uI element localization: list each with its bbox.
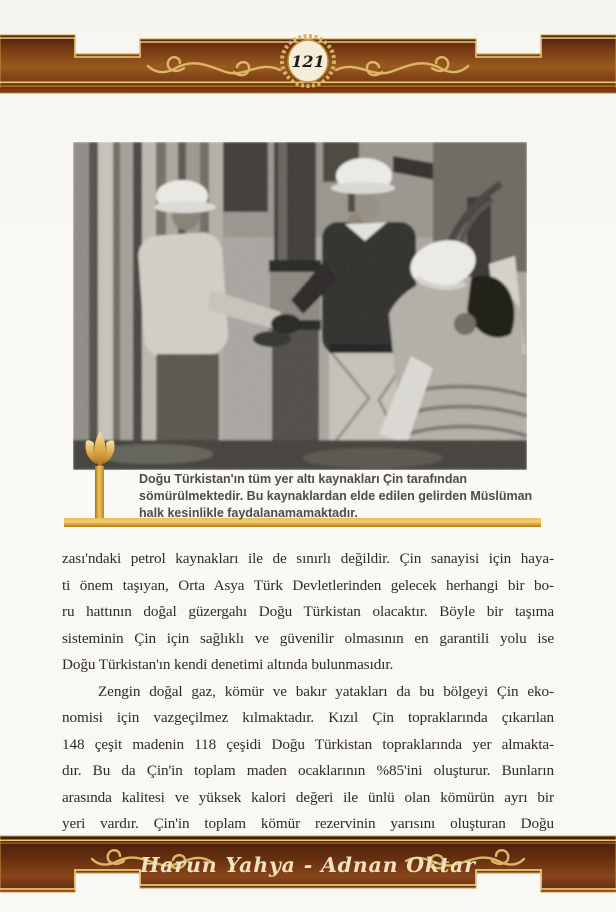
- body-text-line: arasında kalitesi ve yüksek kalori değeri ile ünlü olan kömürün ayrı bir: [62, 788, 554, 806]
- header-banner: [0, 33, 616, 95]
- body-text-line: sisteminin Çin için sağlıklı ve güvenilir olmasının en garantili yolu ise: [62, 629, 554, 647]
- photo-caption-line: halk kesinlikle faydalanamamaktadır.: [139, 506, 358, 521]
- footer-author-line: Harun Yahya - Adnan Oktar: [140, 853, 476, 877]
- footer-banner: [0, 832, 616, 894]
- photo-caption-line: sömürülmektedir. Bu kaynaklardan elde edilen gelirden Müslüman: [139, 489, 533, 504]
- body-text: [62, 546, 554, 838]
- body-text-line: nomisi için vazgeçilmez kılmaktadır. Kızıl Çin topraklarında çıkarılan: [62, 709, 554, 726]
- caption-left-gold-bar: [95, 466, 104, 526]
- body-text-line: ti önem taşıyan, Orta Asya Türk Devletlerinden gelecek herhangi bir bo-: [62, 576, 554, 594]
- body-text-line: yeri vardır. Çin'in toplam kömür rezervinin yarısını oluşturan Doğu: [62, 815, 554, 832]
- oil-rig-photo: [73, 142, 527, 470]
- photo-caption-line: Doğu Türkistan'ın tüm yer altı kaynakları Çin tarafından: [139, 472, 468, 486]
- body-text-line: ru hattının doğal güzergahı Doğu Türkistan olacaktır. Böyle bir taşıma: [62, 603, 554, 620]
- photo-caption: [139, 471, 541, 523]
- body-text-line: 148 çeşit madenin 118 çeşidi Doğu Türkistan topraklarında yer almakta-: [62, 735, 554, 753]
- body-text-line: dır. Bu da Çin'in toplam maden ocaklarının %85'ini oluşturur. Bunların: [62, 762, 554, 779]
- body-text-line: zası'ndaki petrol kaynakları ile de sınırlı değildir. Çin sanayisi için haya-: [62, 550, 554, 567]
- body-text-line: Doğu Türkistan'ın kendi denetimi altında bulunmasıdır.: [62, 656, 394, 673]
- page-number: 121: [291, 52, 325, 71]
- body-text-line: Zengin doğal gaz, kömür ve bakır yatakları da bu bölgeyi Çin eko-: [98, 682, 554, 700]
